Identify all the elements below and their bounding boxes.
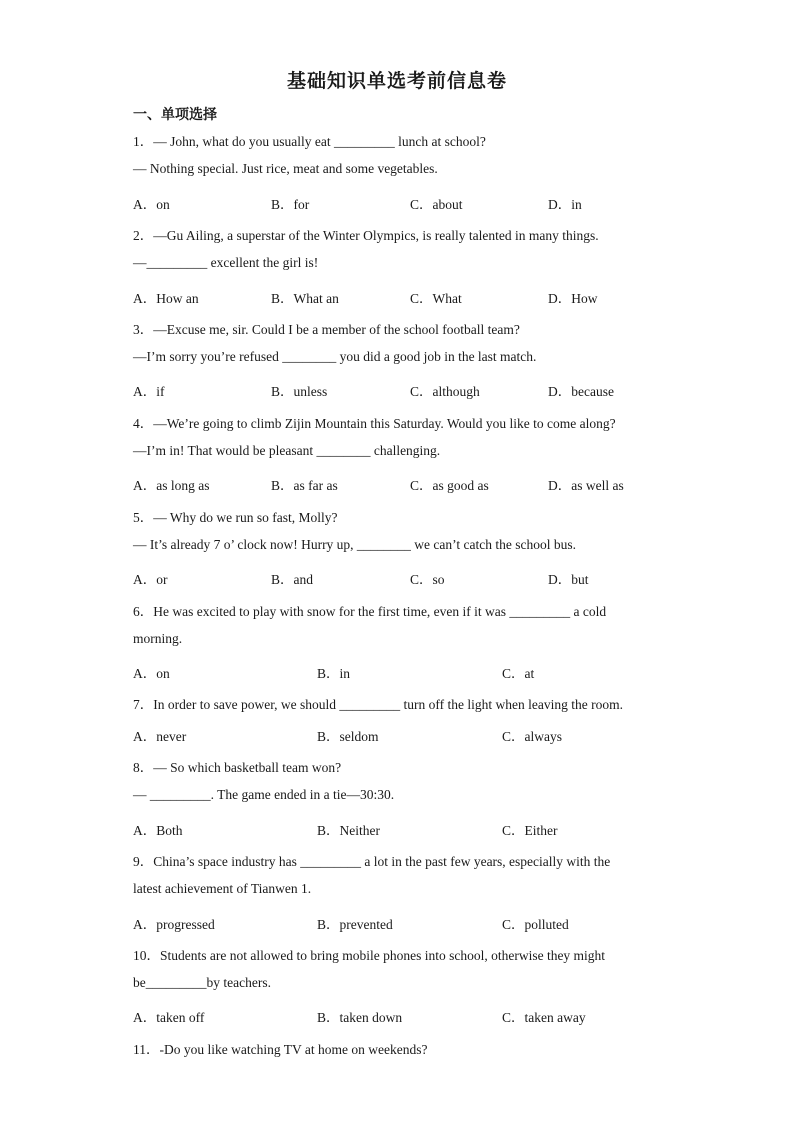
answer-option: D．in xyxy=(548,196,582,212)
answer-option: D．but xyxy=(548,572,589,588)
question-stem: 4．—We’re going to climb Zijin Mountain this Saturday. Would you like to come along? xyxy=(133,415,616,431)
answer-option: A．progressed xyxy=(133,916,215,932)
answer-option: C．What xyxy=(410,290,462,306)
question-stem: 9．China’s space industry has _________ a lot in the past few years, especially with the xyxy=(133,853,611,869)
question-stem: 6．He was excited to play with snow for the first time, even if it was _________ a cold xyxy=(133,603,607,619)
answer-option: B．for xyxy=(271,196,310,212)
question-line: — Nothing special. Just rice, meat and some vegetables. xyxy=(133,161,438,177)
answer-option: A．never xyxy=(133,728,187,744)
question-stem: 8．— So which basketball team won? xyxy=(133,760,342,775)
answer-option: B．taken down xyxy=(317,1010,403,1026)
question-line: —I’m in! That would be pleasant ________ challenging. xyxy=(133,443,441,458)
answer-option: B．prevented xyxy=(317,916,393,932)
question-stem: 10．Students are not allowed to bring mobile phones into school, otherwise they might xyxy=(133,947,606,963)
answer-option: C．always xyxy=(502,728,562,744)
answer-option: C．taken away xyxy=(502,1010,586,1026)
answer-option: A．taken off xyxy=(133,1010,205,1026)
answer-option: B．Neither xyxy=(317,822,380,838)
answer-option: A．on xyxy=(133,196,170,212)
answer-option: D．as well as xyxy=(548,478,624,494)
question-stem: 1．— John, what do you usually eat _________ lunch at school? xyxy=(133,134,486,149)
answer-option: C．although xyxy=(410,384,480,400)
answer-option: A．How an xyxy=(133,290,199,306)
question-stem: 3．—Excuse me, sir. Could I be a member of the school football team? xyxy=(133,321,520,337)
answer-option: B．and xyxy=(271,572,313,588)
answer-option: C．polluted xyxy=(502,916,569,932)
answer-option: C．as good as xyxy=(410,478,489,494)
answer-option: C．about xyxy=(410,196,463,212)
question-line: —I’m sorry you’re refused ________ you did a good job in the last match. xyxy=(133,349,537,365)
question-stem: 7．In order to save power, we should _________ turn off the light when leaving the room. xyxy=(133,697,623,713)
question-line: —_________ excellent the girl is! xyxy=(133,255,319,271)
answer-option: C．Either xyxy=(502,822,558,838)
answer-option: B．What an xyxy=(271,290,339,306)
question-line: be_________by teachers. xyxy=(133,975,271,991)
answer-option: A．on xyxy=(133,666,170,682)
answer-option: A．if xyxy=(133,384,165,400)
page-title: 基础知识单选考前信息卷 xyxy=(286,70,507,92)
question-line: morning. xyxy=(133,630,183,646)
answer-option: A．Both xyxy=(133,822,183,838)
question-stem: 5．— Why do we run so fast, Molly? xyxy=(133,509,338,525)
answer-option: C．at xyxy=(502,666,535,682)
answer-option: A．or xyxy=(133,572,168,588)
answer-option: B．in xyxy=(317,666,351,682)
question-stem: 2．—Gu Ailing, a superstar of the Winter Olympics, is really talented in many things. xyxy=(133,227,599,243)
question-line: — _________. The game ended in a tie—30:30. xyxy=(133,787,395,803)
question-stem: 11．-Do you like watching TV at home on weekends? xyxy=(133,1041,428,1057)
answer-option: D．because xyxy=(548,384,614,400)
answer-option: B．unless xyxy=(271,384,328,400)
answer-option: B．seldom xyxy=(317,728,379,744)
section-heading: 一、单项选择 xyxy=(133,107,217,123)
answer-option: A．as long as xyxy=(133,478,210,494)
answer-option: C．so xyxy=(410,572,445,588)
question-line: — It’s already 7 o’ clock now! Hurry up, ________ we can’t catch the school bus. xyxy=(133,536,577,552)
question-line: latest achievement of Tianwen 1. xyxy=(133,881,312,897)
answer-option: D．How xyxy=(548,290,598,306)
answer-option: B．as far as xyxy=(271,478,338,494)
